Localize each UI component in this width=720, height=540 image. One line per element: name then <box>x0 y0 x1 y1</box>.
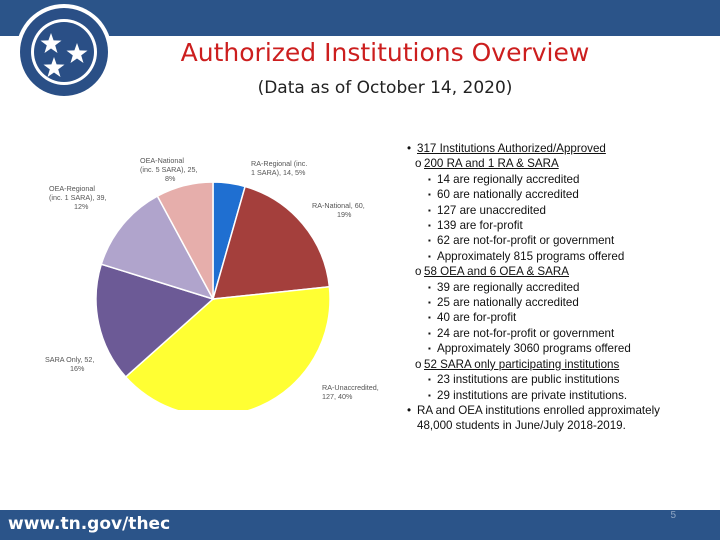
pie-label-4: OEA-Regional (inc. 1 SARA), 39, 12% <box>49 184 107 211</box>
bullet-marker-icon: ▪ <box>428 298 431 308</box>
bullet-marker-icon: o <box>415 265 422 279</box>
bullet-text: 58 OEA and 6 OEA & SARA <box>424 265 570 279</box>
bullet-marker-icon: o <box>415 357 422 371</box>
bullet-text: 23 institutions are public institutions <box>437 373 620 387</box>
bullet-text: 14 are regionally accredited <box>437 172 580 186</box>
pie-label-1: RA-National, 60, 19% <box>312 201 365 219</box>
institutions-pie-chart <box>40 150 400 410</box>
bullet-marker-icon: ▪ <box>428 390 431 400</box>
bullet-item <box>407 418 667 433</box>
bullet-marker-icon: • <box>407 403 412 417</box>
bullet-text: 40 are for-profit <box>437 311 517 325</box>
bullet-text: 139 are for-profit <box>437 219 523 233</box>
bullet-text: 62 are not-for-profit or government <box>437 234 615 248</box>
bullet-item <box>407 372 667 387</box>
bullet-text: Approximately 3060 programs offered <box>437 342 631 356</box>
bullet-text: 24 are not-for-profit or government <box>437 326 615 340</box>
footer-bar <box>0 510 720 540</box>
page-number: 5 <box>670 510 676 521</box>
pie-label-2: RA-Unaccredited, 127, 40% <box>322 383 379 401</box>
bullet-marker-icon: ▪ <box>428 251 431 261</box>
bullet-marker-icon: ▪ <box>428 174 431 184</box>
bullet-text: 39 are regionally accredited <box>437 280 580 294</box>
bullet-marker-icon: ▪ <box>428 221 431 231</box>
bullet-marker-icon: ▪ <box>428 205 431 215</box>
bullet-marker-icon: ▪ <box>428 375 431 385</box>
bullet-item <box>407 326 667 341</box>
pie-label-3: SARA Only, 52, 16% <box>45 355 95 373</box>
bullet-item <box>407 341 667 356</box>
bullet-item <box>407 310 667 325</box>
bullet-item <box>407 156 667 171</box>
bullet-marker-icon: ▪ <box>428 236 431 246</box>
slide-title: Authorized Institutions Overview <box>180 38 590 67</box>
pie-label-5: OEA-National (inc. 5 SARA), 25, 8% <box>140 156 198 183</box>
bullet-item <box>407 141 667 156</box>
slide-subtitle: (Data as of October 14, 2020) <box>257 78 513 98</box>
footer-url[interactable]: www.tn.gov/thec <box>8 514 171 534</box>
bullet-text: Approximately 815 programs offered <box>437 249 625 263</box>
bullet-item <box>407 233 667 248</box>
pie-label-0: RA-Regional (inc. 1 SARA), 14, 5% <box>251 159 308 177</box>
bullet-item <box>407 280 667 295</box>
bullet-text: 317 Institutions Authorized/Approved <box>417 142 606 155</box>
summary-bullets <box>407 141 667 434</box>
bullet-text: 60 are nationally accredited <box>437 188 579 202</box>
bullet-text: 52 SARA only participating institutions <box>424 357 620 371</box>
bullet-item <box>407 203 667 218</box>
bullet-text: 200 RA and 1 RA & SARA <box>424 157 559 171</box>
bullet-item <box>407 264 667 279</box>
bullet-marker-icon: ▪ <box>428 344 431 354</box>
bullet-item <box>407 295 667 310</box>
bullet-marker-icon: ▪ <box>428 328 431 338</box>
bullet-item <box>407 403 667 418</box>
bullet-marker-icon: ▪ <box>428 282 431 292</box>
bullet-item <box>407 218 667 233</box>
bullet-item <box>407 357 667 372</box>
bullet-marker-icon: • <box>407 142 412 155</box>
bullet-text: 25 are nationally accredited <box>437 296 579 310</box>
tennessee-tri-star-logo <box>14 2 114 102</box>
bullet-text: 48,000 students in June/July 2018-2019. <box>417 419 626 433</box>
bullet-item <box>407 172 667 187</box>
bullet-marker-icon: o <box>415 157 422 171</box>
bullet-item <box>407 388 667 403</box>
bullet-text: 127 are unaccredited <box>437 203 546 217</box>
bullet-text: 29 institutions are private institutions. <box>437 388 628 402</box>
bullet-marker-icon: ▪ <box>428 313 431 323</box>
bullet-text: RA and OEA institutions enrolled approximately <box>417 403 660 417</box>
bullet-item <box>407 187 667 202</box>
bullet-marker-icon: ▪ <box>428 190 431 200</box>
bullet-item <box>407 249 667 264</box>
